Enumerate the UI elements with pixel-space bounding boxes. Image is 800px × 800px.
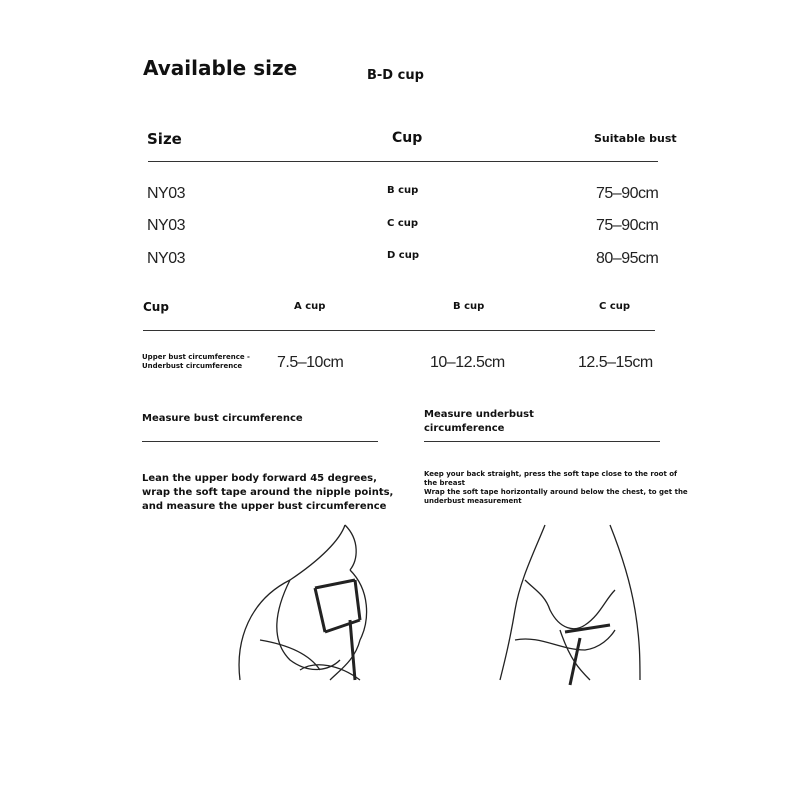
size-cell: NY03 [147, 217, 186, 234]
instruction-line: Lean the upper body forward 45 degrees, [142, 473, 377, 484]
cup-header: Cup [143, 300, 169, 314]
bust-cell: 75–90cm [596, 185, 659, 202]
underbust-measure-illustration [490, 520, 660, 690]
divider [148, 161, 658, 162]
bust-cell: 80–95cm [596, 250, 659, 267]
divider [424, 441, 660, 442]
measure-underbust-heading-2: circumference [424, 423, 505, 434]
instruction-line: Wrap the soft tape horizontally around below the chest, to get the [424, 488, 688, 496]
cup-cell: C cup [387, 218, 419, 229]
cup-header-b: B cup [453, 301, 485, 312]
size-cell: NY03 [147, 185, 186, 202]
underbust-instructions [424, 470, 688, 506]
bust-instructions [142, 472, 393, 514]
cup-header-c: C cup [599, 301, 631, 312]
cup-cell: B cup [387, 185, 419, 196]
bust-measure-illustration [230, 520, 400, 690]
cup-header-a: A cup [294, 301, 326, 312]
diff-c: 12.5–15cm [578, 354, 653, 371]
diff-b: 10–12.5cm [430, 354, 505, 371]
header-cup: Cup [392, 130, 423, 146]
cup-cell: D cup [387, 250, 419, 261]
instruction-line: the breast [424, 479, 465, 487]
diff-a: 7.5–10cm [277, 354, 344, 371]
instruction-line: underbust measurement [424, 497, 522, 505]
measure-underbust-heading-1: Measure underbust [424, 409, 534, 420]
measure-bust-heading: Measure bust circumference [142, 413, 303, 424]
page-title: Available size [143, 56, 298, 80]
instruction-line: wrap the soft tape around the nipple points, [142, 487, 394, 498]
divider [143, 330, 655, 331]
bust-cell: 75–90cm [596, 217, 659, 234]
header-suitable-bust: Suitable bust [594, 132, 677, 145]
instruction-line: and measure the upper bust circumference [142, 501, 387, 512]
size-cell: NY03 [147, 250, 186, 267]
row-label-under: Underbust circumference [142, 362, 243, 370]
page-subtitle: B-D cup [367, 68, 424, 83]
instruction-line: Keep your back straight, press the soft tape close to the root of [424, 470, 678, 478]
row-label-upper: Upper bust circumference - [142, 353, 250, 361]
divider [142, 441, 378, 442]
header-size: Size [147, 130, 182, 148]
